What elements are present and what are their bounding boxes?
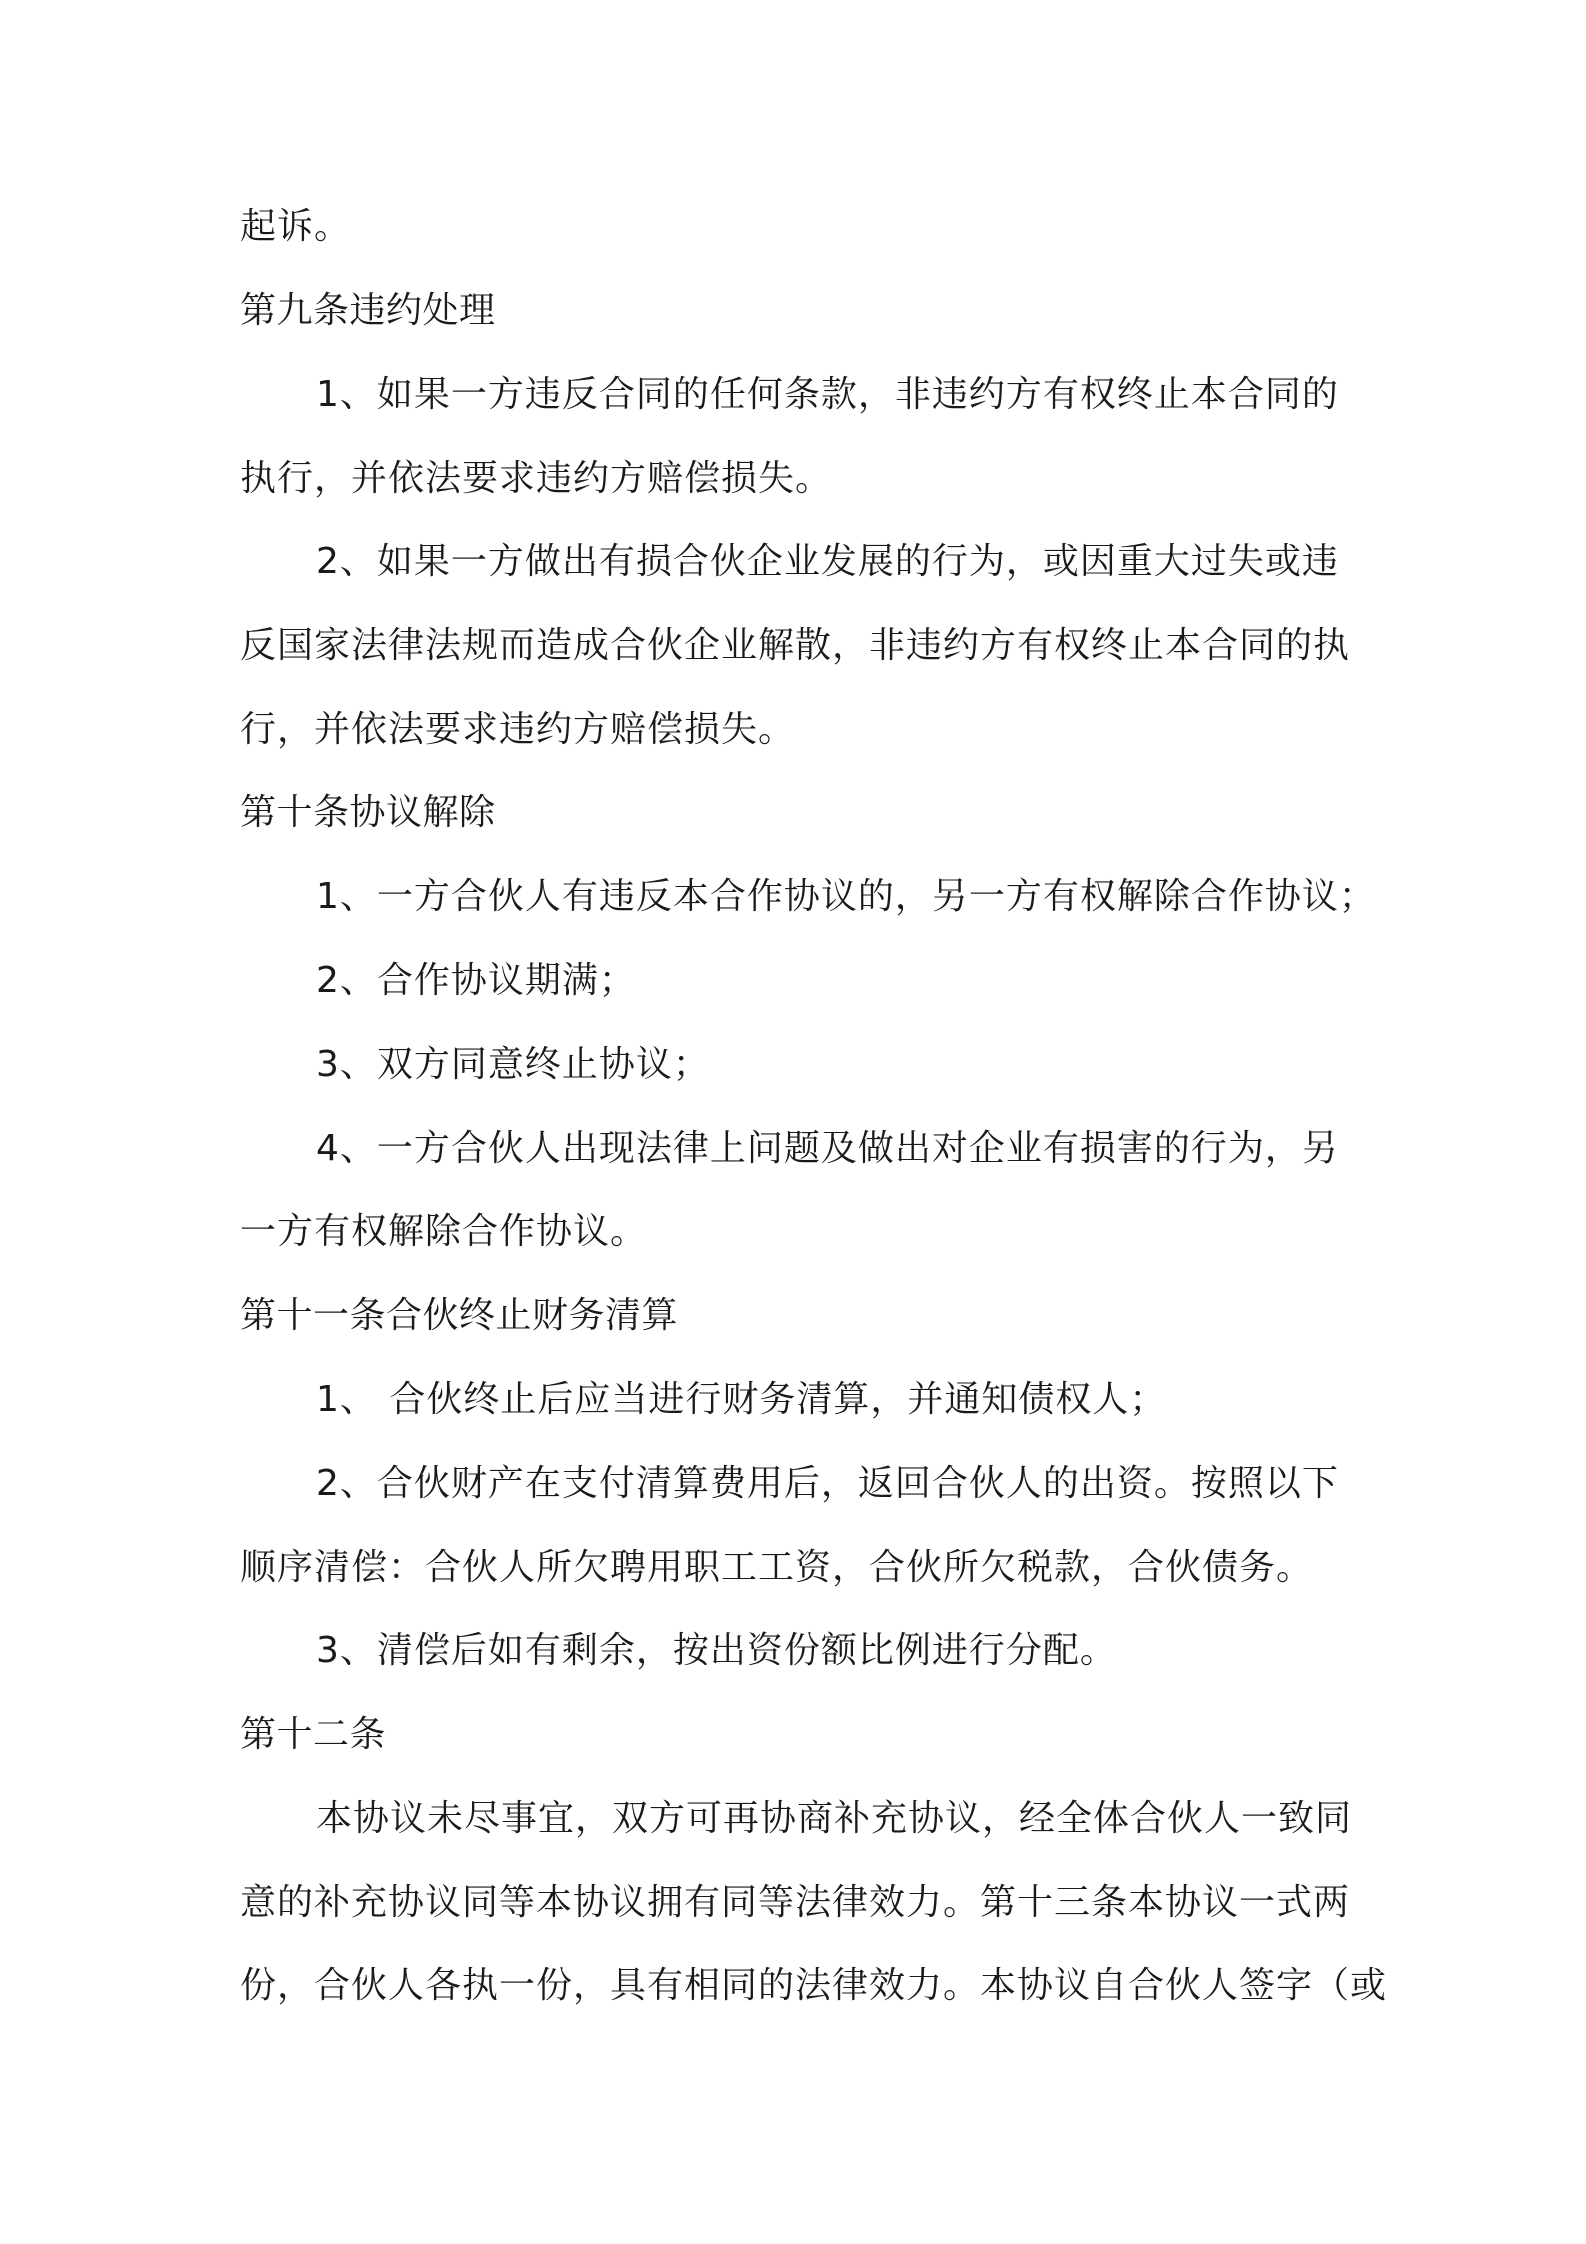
text-line: 3、双方同意终止协议； (316, 1044, 710, 1085)
text-line: 一方有权解除合作协议。 (240, 1211, 648, 1252)
text-line: 3、清偿后如有剩余，按出资份额比例进行分配。 (316, 1630, 1117, 1671)
article-heading-10: 第十条协议解除 (240, 792, 496, 833)
text-line: 2、如果一方做出有损合伙企业发展的行为，或因重大过失或违 (316, 541, 1339, 582)
text-line: 1、 合伙终止后应当进行财务清算，并通知债权人； (316, 1379, 1167, 1420)
article-heading-9: 第九条违约处理 (240, 290, 496, 331)
text-line: 2、合作协议期满； (316, 960, 636, 1001)
article-heading-12: 第十二条 (240, 1714, 387, 1755)
text-line: 意的补充协议同等本协议拥有同等法律效力。第十三条本协议一式两 (240, 1882, 1351, 1923)
text-line: 顺序清偿：合伙人所欠聘用职工工资，合伙所欠税款，合伙债务。 (240, 1547, 1314, 1588)
text-line: 反国家法律法规而造成合伙企业解散，非违约方有权终止本合同的执 (240, 625, 1351, 666)
text-line: 行，并依法要求违约方赔偿损失。 (240, 709, 796, 750)
text-line: 1、一方合伙人有违反本合作协议的，另一方有权解除合作协议； (316, 876, 1376, 917)
text-line: 1、如果一方违反合同的任何条款，非违约方有权终止本合同的 (316, 374, 1339, 415)
text-line: 2、合伙财产在支付清算费用后，返回合伙人的出资。按照以下 (316, 1463, 1339, 1504)
text-line: 执行，并依法要求违约方赔偿损失。 (240, 458, 833, 499)
text-line: 4、一方合伙人出现法律上问题及做出对企业有损害的行为，另 (316, 1128, 1339, 1169)
article-heading-11: 第十一条合伙终止财务清算 (240, 1295, 679, 1336)
text-line: 份，合伙人各执一份，具有相同的法律效力。本协议自合伙人签字（或 (240, 1965, 1388, 2006)
text-line: 起诉。 (240, 206, 352, 247)
text-line: 本协议未尽事宜，双方可再协商补充协议，经全体合伙人一致同 (316, 1798, 1353, 1839)
